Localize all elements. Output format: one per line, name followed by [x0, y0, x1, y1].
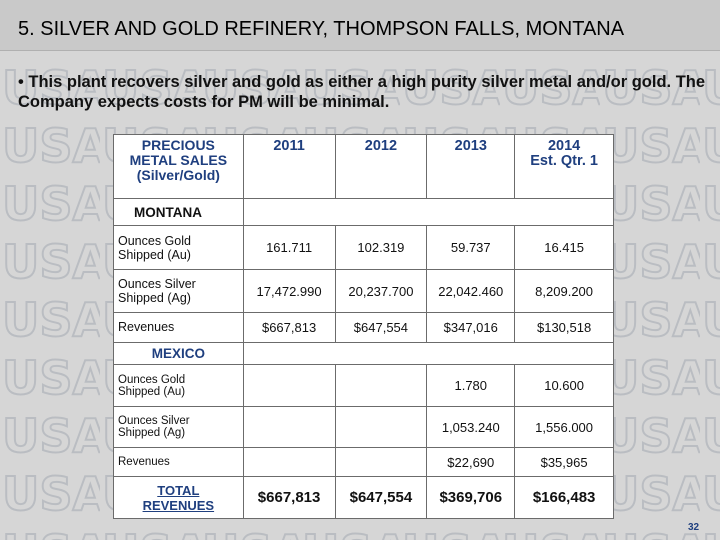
row-label — [114, 226, 244, 270]
row-label-line: Shipped (Au) — [118, 247, 191, 262]
cell-value: 1.780 — [427, 365, 515, 407]
total-value: $166,483 — [515, 477, 614, 519]
cell-value: 102.319 — [335, 226, 427, 270]
header-label-cell — [114, 135, 244, 199]
total-value: $667,813 — [243, 477, 335, 519]
total-label-line: REVENUES — [142, 497, 215, 513]
cell-value: $35,965 — [515, 448, 614, 477]
table-row — [114, 365, 614, 407]
cell-value: $130,518 — [515, 313, 614, 342]
row-label-line: Shipped (Au) — [118, 385, 186, 398]
section-label-mexico: MEXICO — [114, 342, 244, 365]
cell-value: 1,053.240 — [427, 406, 515, 448]
total-value: $369,706 — [427, 477, 515, 519]
cell-value — [243, 448, 335, 477]
cell-value: 10.600 — [515, 365, 614, 407]
section-empty — [243, 199, 613, 226]
slide-title: 5. SILVER AND GOLD REFINERY, THOMPSON FALLS, MONTANA — [18, 18, 625, 40]
cell-value: 161.711 — [243, 226, 335, 270]
header-year-2013: 2013 — [427, 135, 515, 199]
header-label-line: (Silver/Gold) — [136, 167, 220, 183]
cell-value: 1,556.000 — [515, 406, 614, 448]
cell-value: 59.737 — [427, 226, 515, 270]
row-label: Revenues — [114, 448, 244, 477]
row-label-line: Ounces Gold — [118, 373, 186, 386]
cell-value — [335, 406, 427, 448]
row-label-line: Shipped (Ag) — [118, 291, 191, 306]
row-label-line: Ounces Gold — [118, 233, 191, 248]
cell-value: 8,209.200 — [515, 269, 614, 313]
cell-value: 16.415 — [515, 226, 614, 270]
cell-value — [335, 448, 427, 477]
page-number: 32 — [688, 522, 700, 533]
cell-value: 20,237.700 — [335, 269, 427, 313]
row-label-line: Ounces Silver — [118, 415, 190, 428]
precious-metal-sales-table — [113, 134, 614, 519]
cell-value: $667,813 — [243, 313, 335, 342]
cell-value: 17,472.990 — [243, 269, 335, 313]
row-label — [114, 406, 244, 448]
total-label-line: TOTAL — [157, 482, 200, 498]
table-row — [114, 448, 614, 477]
header-year-2014 — [515, 135, 614, 199]
cell-value — [335, 365, 427, 407]
total-row — [114, 477, 614, 519]
cell-value — [243, 365, 335, 407]
section-label-montana: MONTANA — [114, 199, 244, 226]
cell-value: 22,042.460 — [427, 269, 515, 313]
row-label — [114, 365, 244, 407]
section-row-montana — [114, 199, 614, 226]
table-row — [114, 269, 614, 313]
header-label-line: PRECIOUS — [141, 137, 215, 153]
table-row — [114, 226, 614, 270]
total-revenues-label — [114, 477, 244, 519]
row-label — [114, 269, 244, 313]
header-year-2014-sub: Est. Qtr. 1 — [530, 153, 598, 169]
cell-value: $347,016 — [427, 313, 515, 342]
row-label-line: Ounces Silver — [118, 277, 196, 292]
slide-bullet-text: • This plant recovers silver and gold as either a high purity silver metal and/or gold. The Company expects costs for PM will be minimal. — [18, 73, 706, 111]
row-label-line: Shipped (Ag) — [118, 427, 186, 440]
cell-value: $22,690 — [427, 448, 515, 477]
header-label-line: METAL SALES — [129, 152, 228, 168]
table-row — [114, 313, 614, 342]
table-header-row — [114, 135, 614, 199]
header-year-2014-label: 2014 — [547, 138, 581, 154]
header-year-2011: 2011 — [243, 135, 335, 199]
cell-value: $647,554 — [335, 313, 427, 342]
table-row — [114, 406, 614, 448]
row-label: Revenues — [114, 313, 244, 342]
section-empty — [243, 342, 613, 365]
header-year-2012: 2012 — [335, 135, 427, 199]
cell-value — [243, 406, 335, 448]
section-row-mexico — [114, 342, 614, 365]
total-value: $647,554 — [335, 477, 427, 519]
